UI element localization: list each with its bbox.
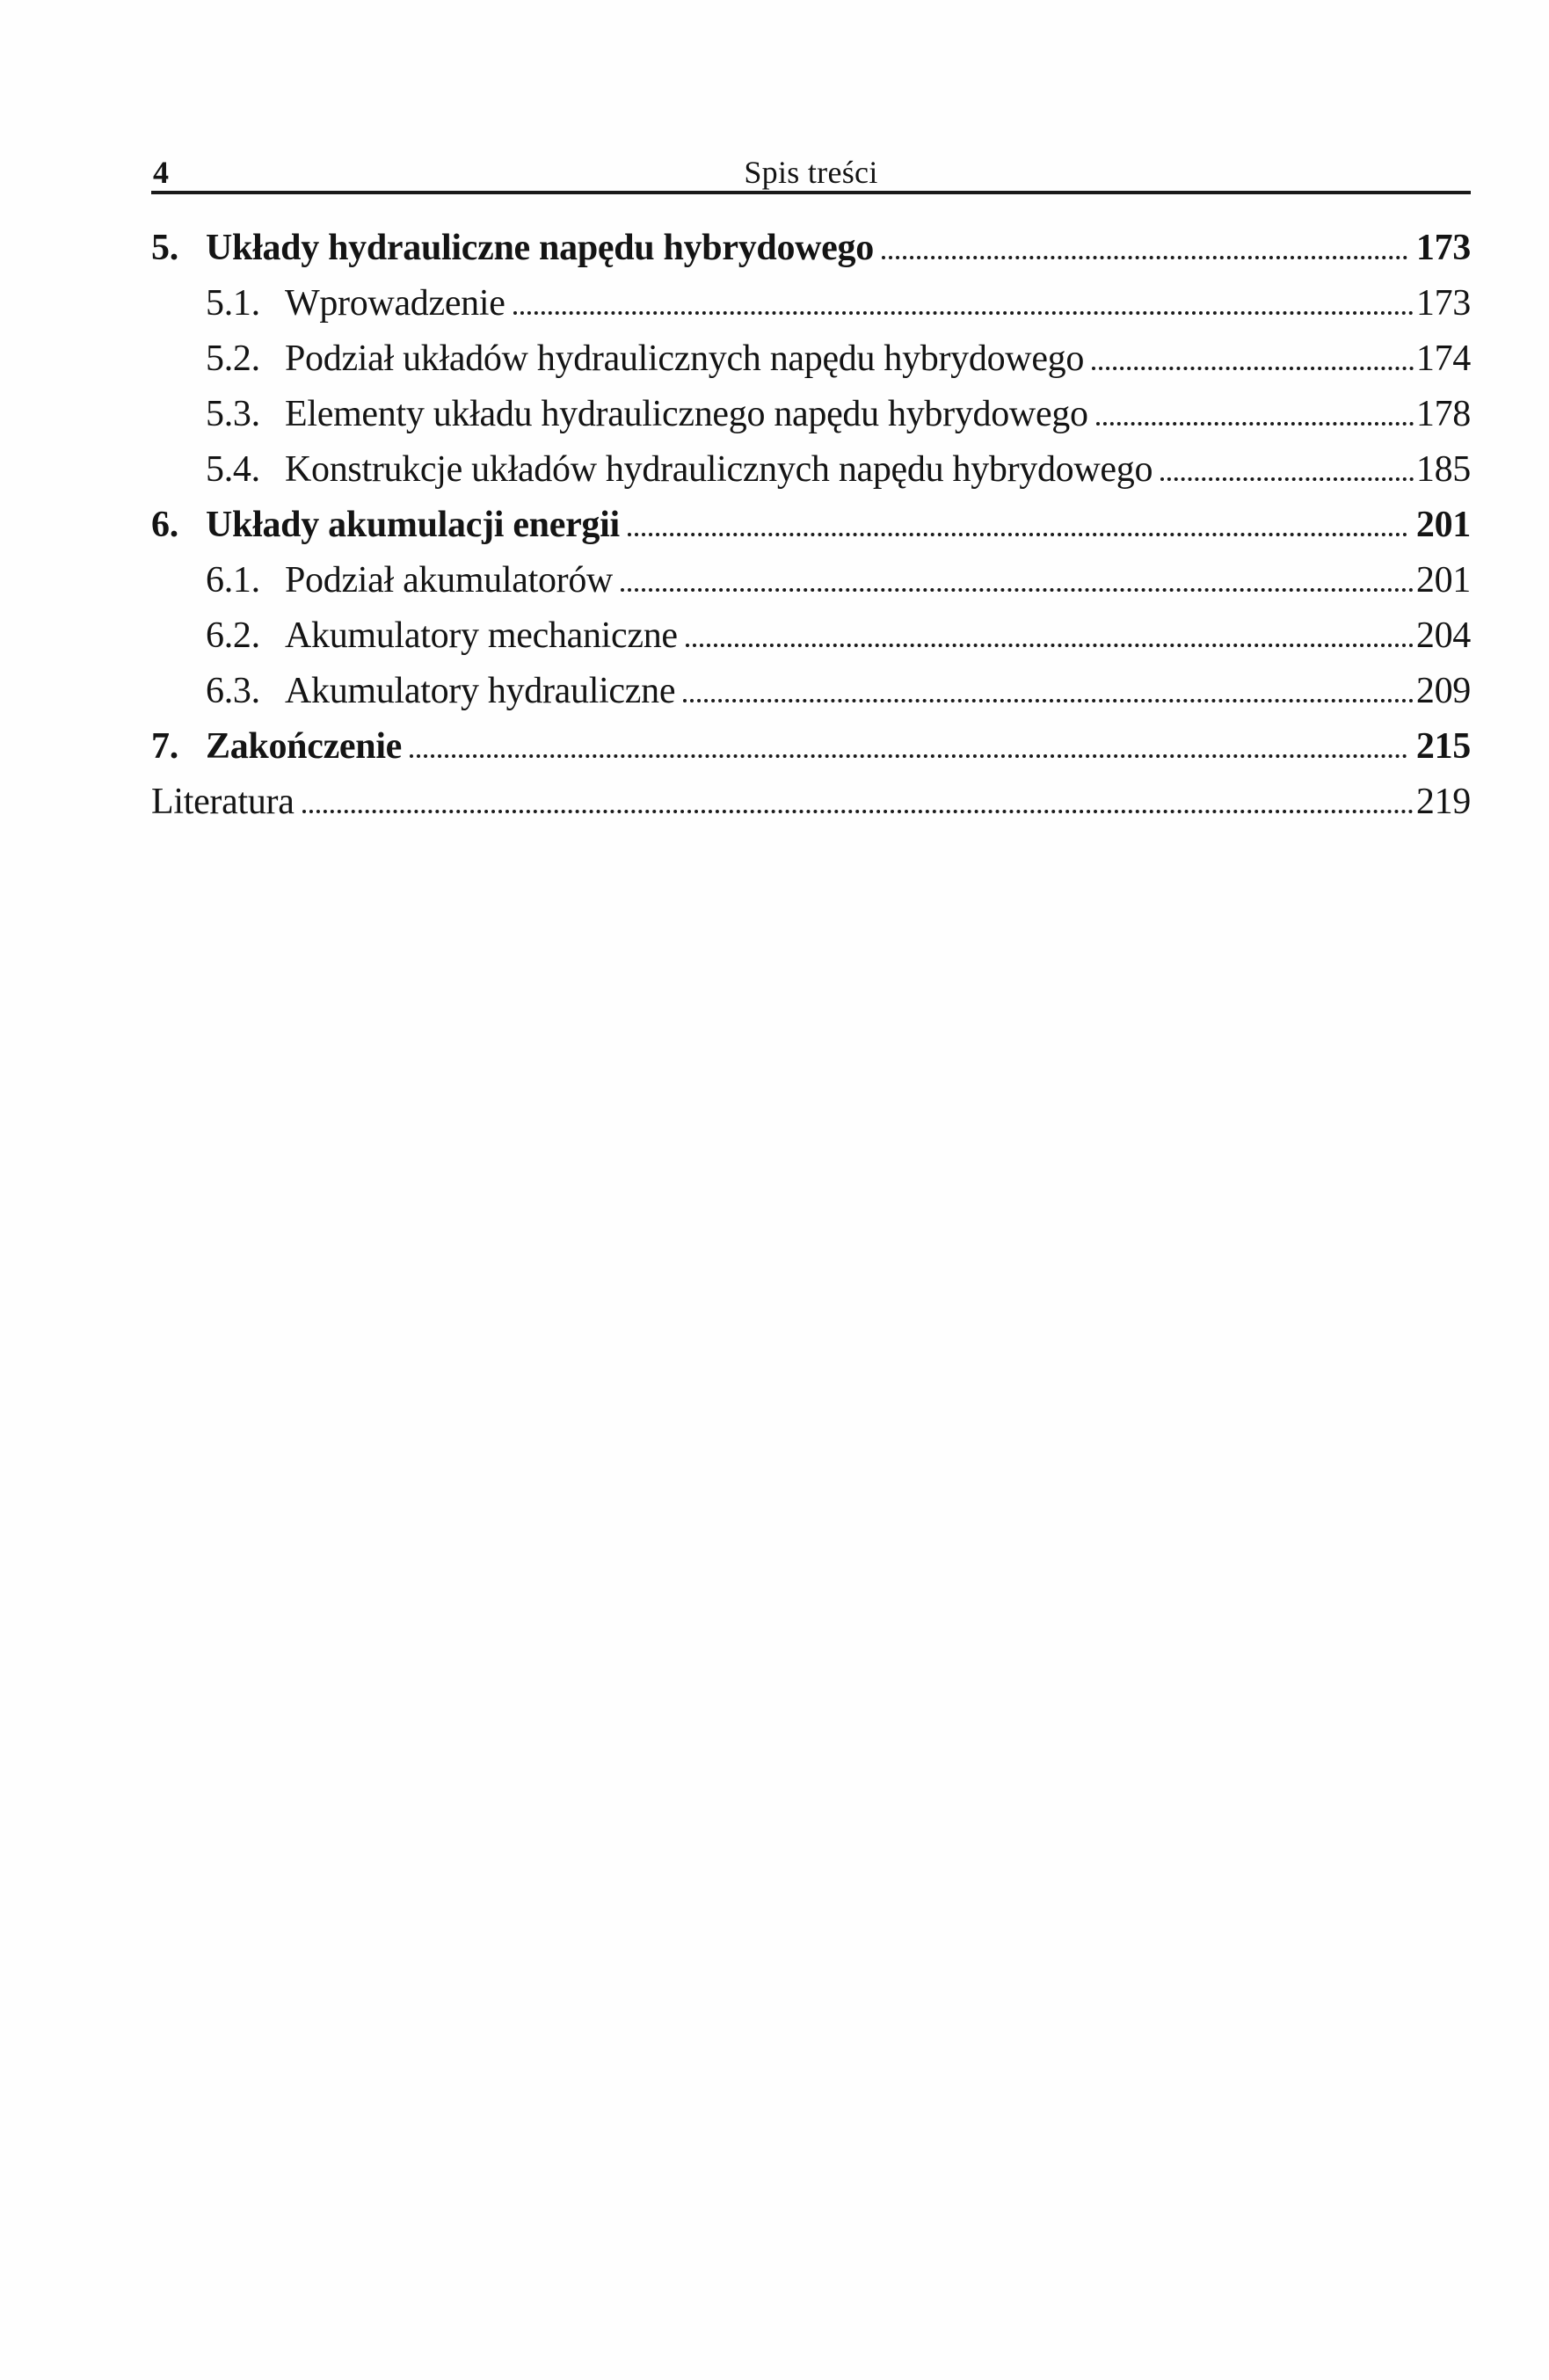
toc-entry-title: Zakończenie — [206, 726, 403, 767]
toc-entry — [151, 221, 1471, 276]
toc-entry-page: 201 — [1415, 505, 1471, 545]
toc-entry — [151, 608, 1471, 664]
page-content — [151, 149, 1471, 830]
toc-dot-leader — [882, 256, 1407, 259]
header-title: Spis treści — [744, 155, 878, 190]
toc-entry — [151, 775, 1471, 830]
toc-entry-number: 5.1. — [206, 283, 260, 324]
toc-entry-title: Akumulatory hydrauliczne — [285, 671, 676, 711]
toc-dot-leader — [410, 754, 1407, 758]
toc-entry-page: 173 — [1415, 228, 1471, 268]
toc-entry-title: Literatura — [151, 782, 295, 822]
toc-entry — [151, 387, 1471, 442]
toc-entry-title: Wprowadzenie — [285, 283, 505, 324]
toc-entry-title: Układy hydrauliczne napędu hybrydowego — [206, 228, 874, 268]
toc-entry-number: 5. — [151, 228, 178, 268]
toc-entry-number: 5.4. — [206, 449, 260, 490]
toc-entry-page: 174 — [1415, 338, 1471, 379]
toc-list — [151, 221, 1471, 830]
toc-entry-page: 185 — [1415, 449, 1471, 490]
toc-entry — [151, 553, 1471, 608]
toc-entry-number: 6.1. — [206, 560, 260, 600]
toc-entry-page: 204 — [1415, 615, 1471, 656]
toc-dot-leader — [302, 810, 1414, 813]
toc-dot-leader — [628, 533, 1407, 536]
toc-entry-title: Układy akumulacji energii — [206, 505, 620, 545]
toc-entry-number: 6.2. — [206, 615, 260, 656]
toc-entry-page: 219 — [1415, 782, 1471, 822]
toc-entry-number: 5.2. — [206, 338, 260, 379]
toc-entry-page: 173 — [1415, 283, 1471, 324]
toc-entry-title: Podział akumulatorów — [285, 560, 614, 600]
toc-entry — [151, 276, 1471, 331]
toc-entry-page: 201 — [1415, 560, 1471, 600]
toc-dot-leader — [683, 699, 1414, 702]
toc-entry-title: Akumulatory mechaniczne — [285, 615, 678, 656]
toc-entry — [151, 498, 1471, 553]
toc-entry-page: 209 — [1415, 671, 1471, 711]
toc-entry-page: 178 — [1415, 394, 1471, 434]
toc-dot-leader — [621, 588, 1414, 592]
toc-entry-page: 215 — [1415, 726, 1471, 767]
toc-entry — [151, 664, 1471, 719]
page-number: 4 — [153, 155, 170, 190]
toc-dot-leader — [1096, 422, 1414, 426]
toc-entry — [151, 442, 1471, 498]
toc-dot-leader — [1160, 477, 1414, 481]
toc-entry-title: Konstrukcje układów hydraulicznych napędu hybrydowego — [285, 449, 1153, 490]
toc-dot-leader — [1092, 367, 1414, 370]
running-header — [151, 149, 1471, 194]
toc-entry-number: 7. — [151, 726, 178, 767]
toc-dot-leader — [513, 311, 1414, 315]
toc-entry — [151, 331, 1471, 387]
toc-dot-leader — [686, 644, 1414, 647]
toc-entry — [151, 719, 1471, 775]
toc-entry-number: 5.3. — [206, 394, 260, 434]
toc-entry-number: 6. — [151, 505, 178, 545]
toc-entry-number: 6.3. — [206, 671, 260, 711]
toc-entry-title: Podział układów hydraulicznych napędu hybrydowego — [285, 338, 1085, 379]
toc-entry-title: Elementy układu hydraulicznego napędu hybrydowego — [285, 394, 1088, 434]
